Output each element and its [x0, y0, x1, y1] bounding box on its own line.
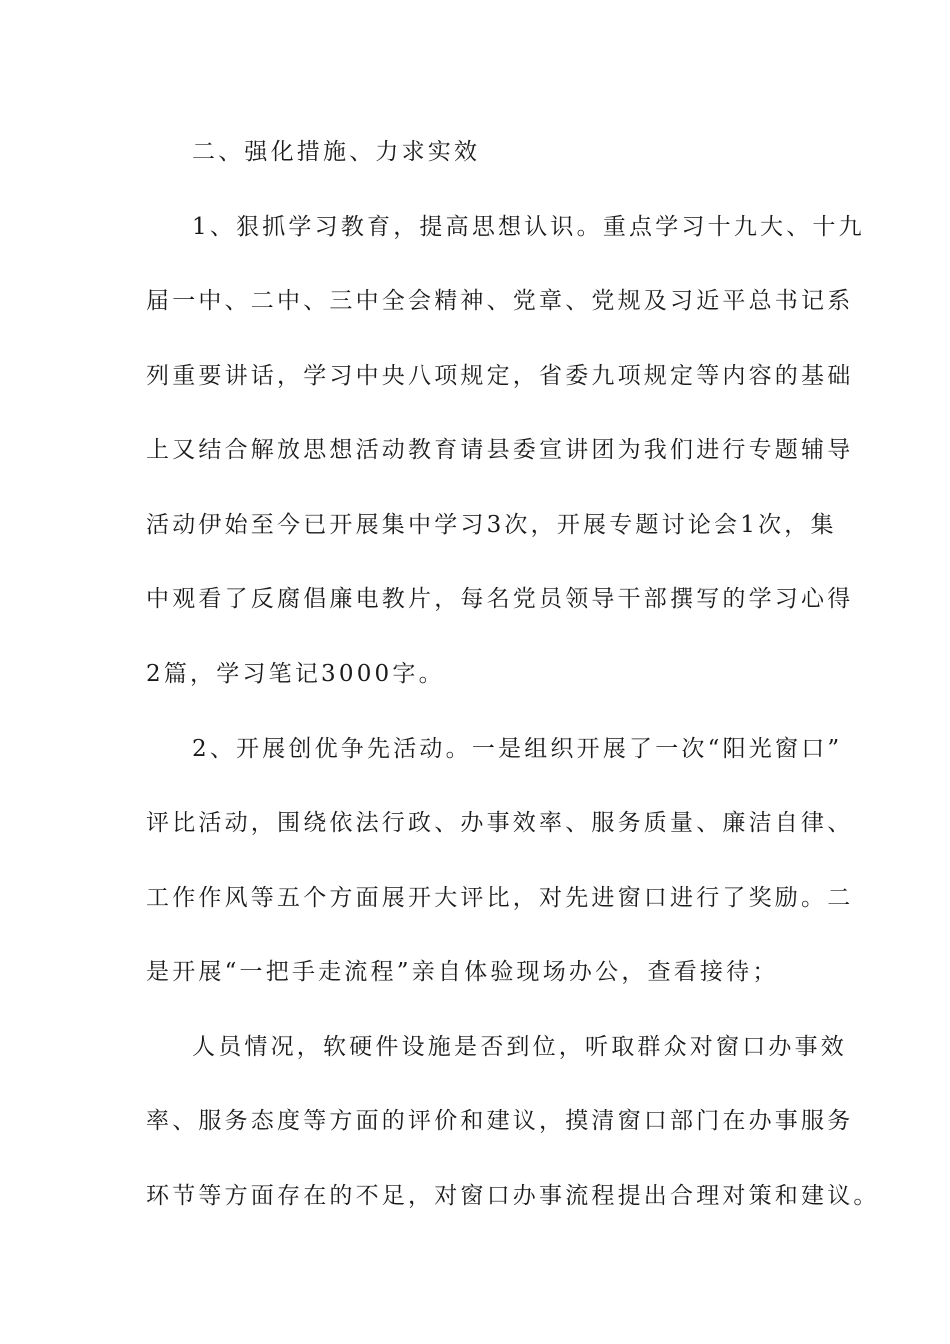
paragraph-line: 2篇，学习笔记3000字。 — [146, 661, 445, 687]
section-heading: 二、强化措施、力求实效 — [192, 139, 481, 165]
paragraph-line: 2、开展创优争先活动。一是组织开展了一次“阳光窗口” — [192, 736, 843, 762]
paragraph-line: 中观看了反腐倡廉电教片，每名党员领导干部撰写的学习心得 — [146, 586, 854, 612]
paragraph-line: 列重要讲话，学习中央八项规定，省委九项规定等内容的基础 — [146, 363, 854, 389]
paragraph-line: 率、服务态度等方面的评价和建议，摸清窗口部门在办事服务 — [146, 1108, 854, 1134]
paragraph-line: 活动伊始至今已开展集中学习3次，开展专题讨论会1次，集 — [146, 512, 837, 538]
paragraph-line: 工作作风等五个方面展开大评比，对先进窗口进行了奖励。二 — [146, 885, 854, 911]
paragraph-line: 环节等方面存在的不足，对窗口办事流程提出合理对策和建议。 — [146, 1183, 880, 1209]
paragraph-line: 1、狠抓学习教育，提高思想认识。重点学习十九大、十九 — [192, 214, 865, 240]
paragraph-line: 人员情况，软硬件设施是否到位，听取群众对窗口办事效 — [192, 1034, 847, 1060]
paragraph-line: 届一中、二中、三中全会精神、党章、党规及习近平总书记系 — [146, 288, 854, 314]
paragraph-line: 评比活动，围绕依法行政、办事效率、服务质量、廉洁自律、 — [146, 810, 854, 836]
paragraph-line: 上又结合解放思想活动教育请县委宣讲团为我们进行专题辅导 — [146, 437, 854, 463]
paragraph-line: 是开展“一把手走流程”亲自体验现场办公，查看接待； — [146, 959, 779, 985]
